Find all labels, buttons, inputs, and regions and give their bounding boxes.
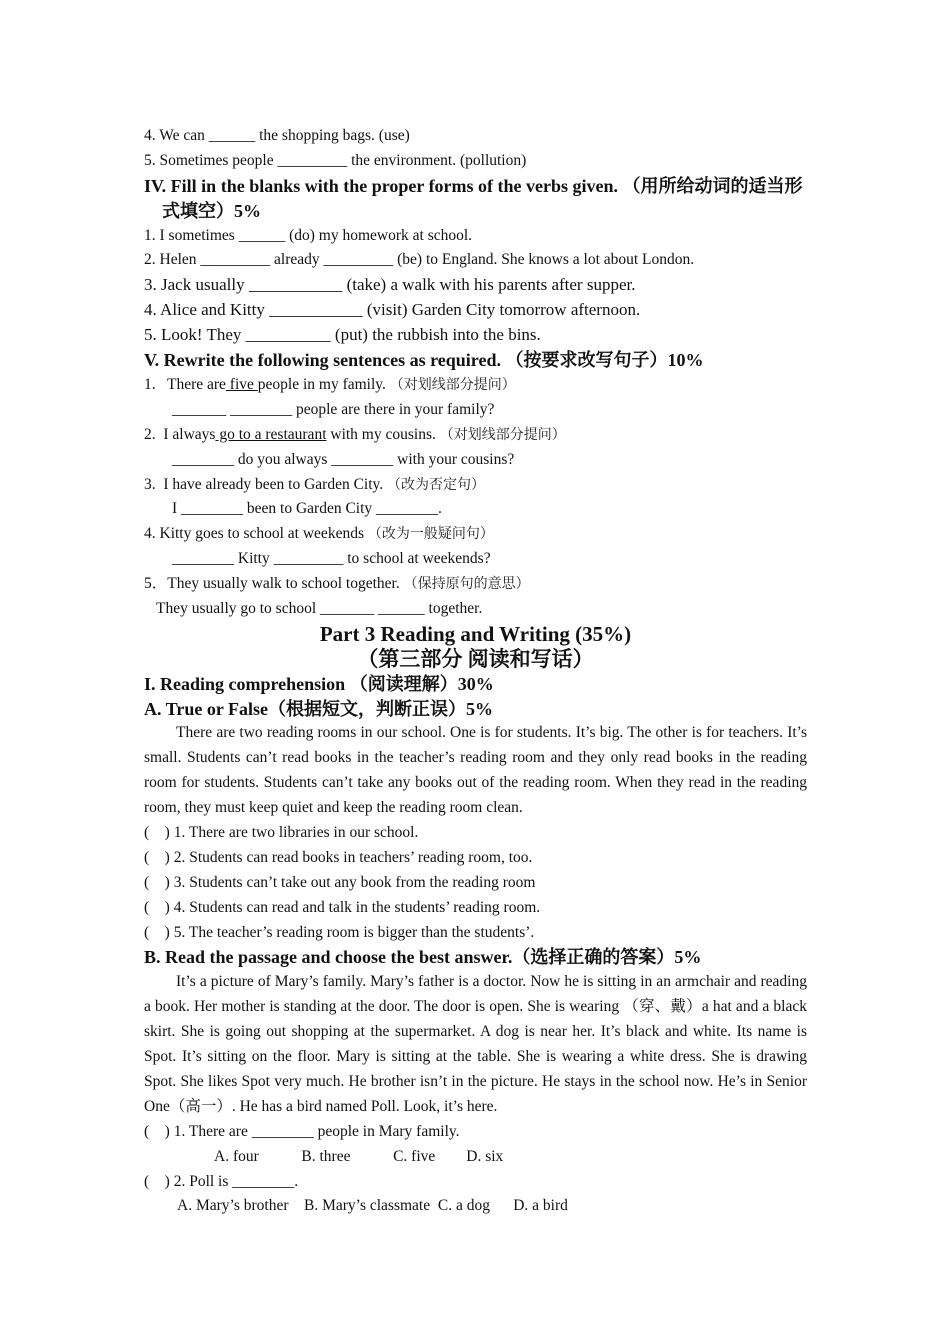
instruction-note: （改为一般疑问句） [367, 526, 494, 543]
choice-options: A. Mary’s brother B. Mary’s classmate C. a dog D. a bird [177, 1197, 568, 1215]
rewrite-question: 4. Kitty goes to school at weekends （改为一般疑问句） [144, 525, 494, 543]
true-false-item: ( ) 2. Students can read books in teachers’ reading room, too. [144, 848, 533, 866]
reading-passage-a: There are two reading rooms in our school. One is for students. It’s big. The other is for teachers. It’s small. Students can’t read books in the teacher’s reading room and they only read books in the reading room for students. Students can’t take any books out of the reading room. When they read in the reading room, they must keep quiet and keep the reading room clean. [144, 724, 807, 817]
rewrite-answer-line: ________ Kitty _________ to school at weekends? [172, 550, 491, 568]
instruction-note: （改为否定句） [387, 476, 486, 493]
exercise-line: 4. Alice and Kitty ___________ (visit) Garden City tomorrow afternoon. [144, 300, 641, 320]
rewrite-answer-line: ________ do you always ________ with your cousins? [172, 450, 515, 468]
rewrite-answer-line: I ________ been to Garden City ________. [172, 500, 442, 518]
instruction-note: （对划线部分提问） [389, 376, 516, 393]
part-subtitle: （第三部分 阅读和写话） [357, 646, 594, 671]
part-title: Part 3 Reading and Writing (35%) [319, 621, 632, 646]
rewrite-answer-line: They usually go to school _______ ______ together. [156, 599, 483, 617]
rewrite-question: 5．They usually walk to school together. （保持原句的意思） [144, 575, 530, 593]
true-false-item: ( ) 4. Students can read and talk in the students’ reading room. [144, 898, 541, 916]
section-heading-rewrite: V. Rewrite the following sentences as required. （按要求改写句子）10% [144, 350, 704, 371]
rewrite-question: 1. There are five people in my family. （对划线部分提问） [144, 375, 516, 393]
section-heading-verbs: IV. Fill in the blanks with the proper forms of the verbs given. （用所给动词的适当形式填空）5% [144, 175, 803, 221]
underlined-phrase: five [225, 375, 258, 393]
exercise-line: 4. We can ______ the shopping bags. (use) [144, 127, 410, 144]
worksheet-page [144, 124, 807, 1219]
exercise-line: 5. Look! They __________ (put) the rubbish into the bins. [144, 325, 541, 345]
reading-heading: I. Reading comprehension （阅读理解）30% [144, 673, 494, 694]
exercise-line: 2. Helen _________ already _________ (be) to England. She knows a lot about London. [144, 251, 695, 269]
exercise-line: 3. Jack usually ___________ (take) a walk with his parents after supper. [144, 275, 636, 295]
choice-question: ( ) 1. There are ________ people in Mary family. [144, 1122, 460, 1140]
true-false-item: ( ) 1. There are two libraries in our school. [144, 824, 419, 842]
true-false-item: ( ) 5. The teacher’s reading room is bigger than the students’. [144, 923, 535, 941]
underlined-phrase: go to a restaurant [215, 425, 327, 443]
true-false-item: ( ) 3. Students can’t take out any book from the reading room [144, 873, 536, 891]
exercise-line: 1. I sometimes ______ (do) my homework at school. [144, 226, 473, 244]
instruction-note: （保持原句的意思） [403, 576, 530, 593]
choice-options: A. four B. three C. five D. six [214, 1147, 504, 1165]
rewrite-question: 3. I have already been to Garden City. （改为否定句） [144, 475, 486, 493]
reading-passage-b: It’s a picture of Mary’s family. Mary’s father is a doctor. Now he is sitting in an armchair and reading a book. Her mother is standing at the door. The door is open. She is wearing （穿、戴）a hat and a black skirt. She is going out shopping at the supermarket. A dog is near her. It’s black and white. Its name is Spot. It’s sitting on the floor. Mary is sitting at the table. She is wearing a white dress. She is drawing Spot. She likes Spot very much. He brother isn’t in the picture. He stays in the school now. He’s in Senior One（高一）. He has a bird named Poll. Look, it’s here. [144, 973, 807, 1115]
rewrite-answer-line: _______ ________ people are there in your family? [172, 400, 495, 418]
true-false-heading: A. True or False（根据短文，判断正误）5% [144, 698, 493, 719]
choice-question: ( ) 2. Poll is ________. [144, 1172, 299, 1190]
instruction-note: （对划线部分提问） [439, 426, 566, 443]
choice-heading: B. Read the passage and choose the best answer.（选择正确的答案）5% [144, 947, 702, 968]
exercise-line: 5. Sometimes people _________ the environment. (pollution) [144, 151, 527, 169]
rewrite-question: 2. I always go to a restaurant with my cousins. （对划线部分提问） [144, 425, 566, 443]
